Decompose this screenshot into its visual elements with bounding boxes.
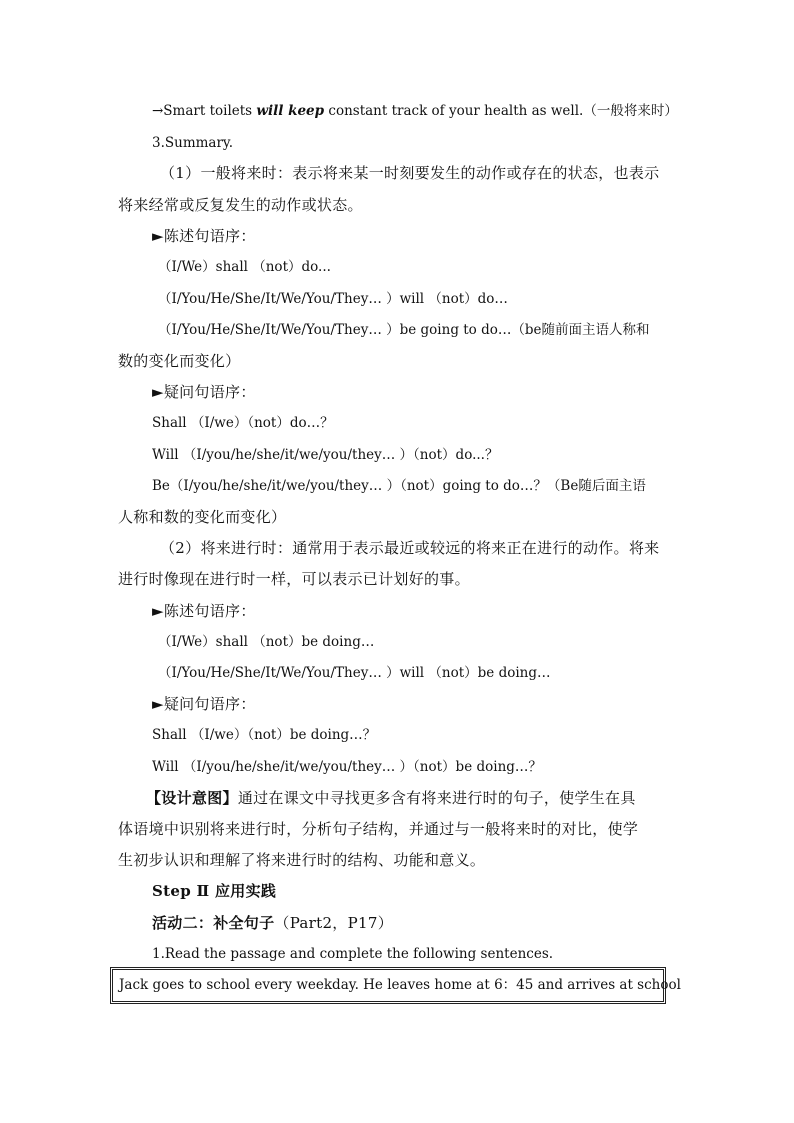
subheading-statement-order: ►陈述句语序： [152, 602, 256, 620]
paragraph-line: 体语境中识别将来进行时，分析句子结构，并通过与一般将来时的对比，使学 [118, 820, 639, 838]
paragraph-line: 进行时像现在进行时一样，可以表示已计划好的事。 [118, 570, 470, 588]
passage-text: Jack goes to school every weekday. He leaves home at 6：45 and arrives at school [119, 977, 681, 993]
pattern-line: Shall （I/we）（not）be doing…？ [152, 727, 377, 743]
example-sentence [152, 101, 678, 121]
subheading-statement-order: ►陈述句语序： [152, 227, 256, 245]
activity-title: 活动二：补全句子 [152, 914, 275, 932]
text-run: constant track of your health as well.（一般将来时） [324, 103, 678, 119]
design-intent-label: 【设计意图】 [146, 789, 238, 807]
pattern-line: Will （I/you/he/she/it/we/you/they… ）（not）do...？ [152, 447, 499, 463]
text-run: 通过在课文中寻找更多含有将来进行时的句子，使学生在具 [237, 789, 636, 807]
pattern-line: （I/We）shall （not）be doing… [158, 634, 375, 650]
pattern-line: （I/You/He/She/It/We/You/They… ）be going to do…（be随前面主语人称和 [158, 322, 650, 338]
summary-heading: 3.Summary. [152, 135, 234, 151]
step-heading: Step Ⅱ 应用实践 [152, 882, 277, 900]
paragraph-line: （1）一般将来时：表示将来某一时刻要发生的动作或存在的状态，也表示 [160, 164, 660, 182]
instruction-line: 1.Read the passage and complete the following sentences. [152, 946, 554, 962]
pattern-line: Be（I/you/he/she/it/we/you/they… ）（not）going to do…？（Be随后面主语 [152, 478, 646, 494]
activity-ref: （Part2，P17） [274, 914, 393, 932]
pattern-line: 人称和数的变化而变化） [118, 508, 287, 526]
pattern-line: （I/You/He/She/It/We/You/They… ）will （not）do… [158, 291, 508, 307]
paragraph-line: 生初步认识和理解了将来进行时的结构、功能和意义。 [118, 851, 486, 869]
pattern-line: 数的变化而变化） [118, 352, 241, 370]
emphasis-run: will keep [256, 103, 325, 119]
design-intent-line [146, 788, 636, 808]
subheading-question-order: ►疑问句语序： [152, 383, 256, 401]
pattern-line: Shall （I/we）（not）do…？ [152, 415, 334, 431]
activity-heading [152, 913, 393, 933]
subheading-question-order: ►疑问句语序： [152, 695, 256, 713]
pattern-line: （I/We）shall （not）do... [158, 259, 331, 275]
passage-box [112, 969, 681, 1002]
pattern-line: Will （I/you/he/she/it/we/you/they… ）（not）be doing…？ [152, 759, 542, 775]
pattern-line: （I/You/He/She/It/We/You/They… ）will （not）be doing… [158, 665, 551, 681]
paragraph-line: （2）将来进行时：通常用于表示最近或较远的将来正在进行的动作。将来 [160, 539, 660, 557]
text-run: →Smart toilets [152, 103, 257, 119]
paragraph-line: 将来经常或反复发生的动作或状态。 [118, 196, 363, 214]
